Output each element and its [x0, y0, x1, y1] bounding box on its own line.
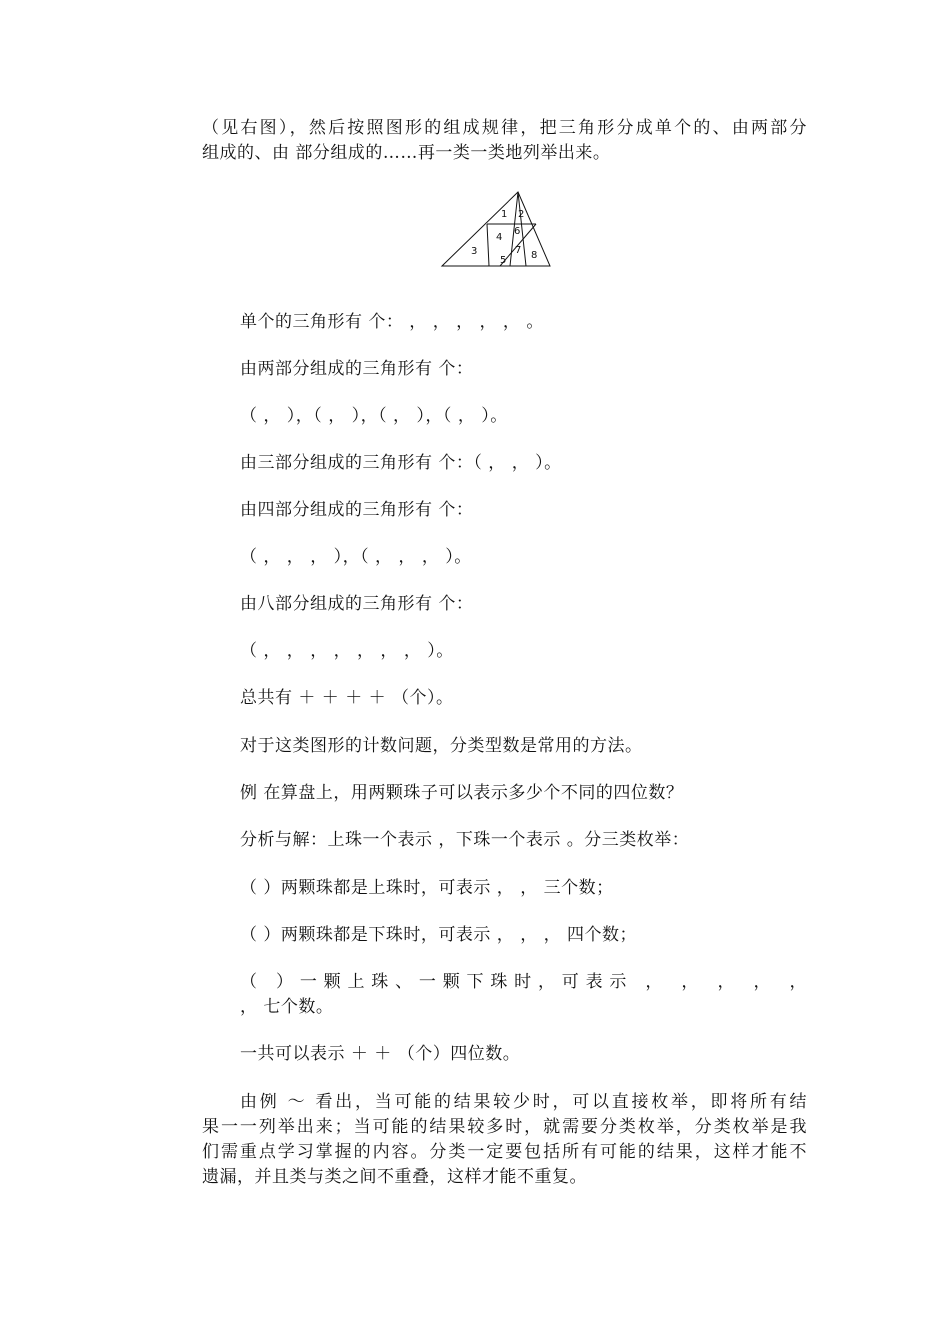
two-part-list: （ ， ），（ ， ），（ ， ），（ ， ）。 [240, 406, 508, 426]
intro-line-2: 组成的、由 部分组成的……再一类一类地列举出来。 [202, 143, 611, 163]
example-sum: 一共可以表示 ＋ ＋ （个）四位数。 [240, 1044, 521, 1064]
figure-label-5: 5 [500, 255, 507, 266]
figure-label-1: 1 [501, 209, 508, 220]
eight-part-list: （ ， ， ， ， ， ， ， ）。 [240, 641, 454, 661]
two-part-heading: 由两部分组成的三角形有 个： [240, 359, 474, 379]
example-case-3-line-1: （ ）一颗上珠、一颗下珠时，可表示 ， ， ， ， ， [240, 972, 808, 992]
example-case-2: （ ）两颗珠都是下珠时，可表示 ， ， ， 四个数； [240, 925, 638, 945]
example-case-1: （ ）两颗珠都是上珠时，可表示 ， ， 三个数； [240, 878, 614, 898]
single-count-line: 单个的三角形有 个： ， ， ， ， ， 。 [240, 312, 544, 332]
example-case-3-line-2: ， 七个数。 [240, 997, 334, 1017]
total-line: 总共有 ＋ ＋ ＋ ＋ （个）。 [240, 688, 454, 708]
remark-line: 对于这类图形的计数问题，分类型数是常用的方法。 [240, 736, 643, 756]
conclusion-line-3: 们需重点学习掌握的内容。分类一定要包括所有可能的结果，这样才能不 [202, 1142, 807, 1162]
triangle-figure [438, 186, 554, 272]
example-question: 例 在算盘上，用两颗珠子可以表示多少个不同的四位数？ [240, 783, 684, 803]
four-part-list: （ ， ， ， ），（ ， ， ， ）。 [240, 547, 472, 567]
intro-line-1: （见右图），然后按照图形的组成规律，把三角形分成单个的、由两部分 [202, 118, 807, 138]
figure-label-2: 2 [518, 209, 525, 220]
figure-label-7: 7 [515, 245, 522, 256]
figure-label-8: 8 [531, 250, 538, 261]
four-part-heading: 由四部分组成的三角形有 个： [240, 500, 474, 520]
figure-label-6: 6 [514, 226, 521, 237]
conclusion-line-4: 遗漏，并且类与类之间不重叠，这样才能不重复。 [202, 1167, 587, 1187]
eight-part-heading: 由八部分组成的三角形有 个： [240, 594, 474, 614]
figure-label-3: 3 [471, 246, 478, 257]
figure-label-4: 4 [496, 232, 503, 243]
conclusion-line-2: 果一一列举出来；当可能的结果较多时，就需要分类枚举，分类枚举是我 [202, 1117, 807, 1137]
three-part-line: 由三部分组成的三角形有 个：（ ， ， ）。 [240, 453, 562, 473]
example-analysis: 分析与解：上珠一个表示 ，下珠一个表示 。分三类枚举： [240, 830, 690, 850]
divider-line-2 [487, 224, 489, 266]
conclusion-line-1: 由例 ～ 看出，当可能的结果较少时，可以直接枚举，即将所有结 [240, 1092, 807, 1112]
